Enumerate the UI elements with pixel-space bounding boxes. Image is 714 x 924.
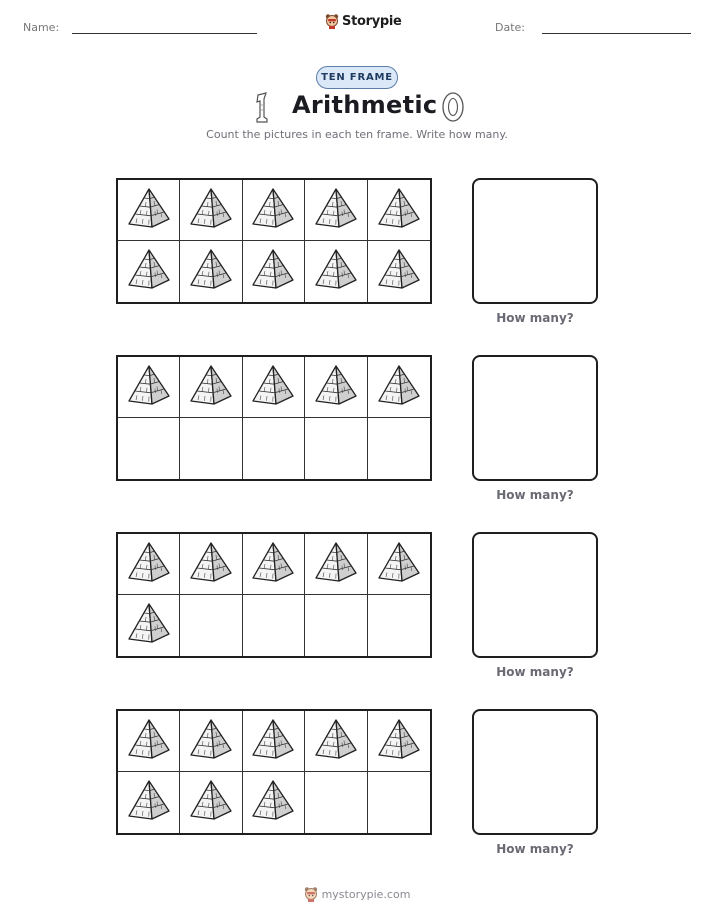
- ten-frame-cell: [118, 711, 180, 772]
- ten-frame-cell: [118, 357, 180, 418]
- answer-box-4[interactable]: [472, 709, 598, 835]
- ten-frame-cell: [368, 534, 430, 595]
- ten-frame-cell: [243, 357, 305, 418]
- ten-frame-cell: [368, 180, 430, 241]
- ten-frame-cell: [180, 534, 242, 595]
- ten-frame-cell: [243, 241, 305, 302]
- pyramid-icon: [126, 778, 172, 827]
- answer-box-2[interactable]: [472, 355, 598, 481]
- number-zero-decoration-icon: [440, 91, 466, 123]
- ten-frame-1: [116, 178, 432, 304]
- ten-frame-cell: [305, 711, 367, 772]
- pyramid-icon: [376, 363, 422, 412]
- ten-frame-cell: [118, 595, 180, 656]
- pyramid-icon: [376, 717, 422, 766]
- ten-frame-cell: [180, 772, 242, 833]
- pyramid-icon: [126, 540, 172, 589]
- ten-frame-3: [116, 532, 432, 658]
- brand-name: Storypie: [342, 13, 402, 29]
- answer-box-1[interactable]: [472, 178, 598, 304]
- pyramid-icon: [126, 363, 172, 412]
- instructions: Count the pictures in each ten frame. Write how many.: [206, 128, 508, 141]
- brand-logo: [325, 13, 402, 29]
- page-title: Arithmetic: [292, 91, 438, 119]
- ten-frame-cell: [180, 418, 242, 479]
- pyramid-icon: [250, 363, 296, 412]
- ten-frame-cell: [243, 180, 305, 241]
- ten-frame-badge: TEN FRAME: [316, 66, 398, 89]
- ten-frame-cell: [243, 595, 305, 656]
- ten-frame-cell: [180, 180, 242, 241]
- ten-frame-cell: [305, 357, 367, 418]
- pyramid-icon: [376, 540, 422, 589]
- ten-frame-cell: [368, 357, 430, 418]
- pyramid-icon: [250, 778, 296, 827]
- pyramid-icon: [313, 247, 359, 296]
- name-line[interactable]: [72, 33, 257, 34]
- how-many-label: How many?: [496, 311, 574, 325]
- pyramid-icon: [126, 247, 172, 296]
- how-many-label: How many?: [496, 842, 574, 856]
- answer-box-3[interactable]: [472, 532, 598, 658]
- how-many-label: How many?: [496, 665, 574, 679]
- pyramid-icon: [313, 540, 359, 589]
- pyramid-icon: [126, 186, 172, 235]
- ten-frame-4: [116, 709, 432, 835]
- pyramid-icon: [250, 247, 296, 296]
- pyramid-icon: [250, 540, 296, 589]
- storypie-mascot-icon: [304, 886, 318, 902]
- pyramid-icon: [188, 247, 234, 296]
- ten-frame-cell: [180, 357, 242, 418]
- ten-frame-cell: [368, 772, 430, 833]
- ten-frame-2: [116, 355, 432, 481]
- footer: [0, 886, 714, 902]
- ten-frame-cell: [305, 534, 367, 595]
- ten-frame-cell: [305, 180, 367, 241]
- date-label: Date:: [495, 21, 525, 34]
- ten-frame-cell: [368, 595, 430, 656]
- ten-frame-cell: [243, 772, 305, 833]
- pyramid-icon: [126, 717, 172, 766]
- ten-frame-cell: [180, 711, 242, 772]
- pyramid-icon: [313, 186, 359, 235]
- name-label: Name:: [23, 21, 60, 34]
- pyramid-icon: [188, 186, 234, 235]
- ten-frame-cell: [180, 595, 242, 656]
- pyramid-icon: [376, 186, 422, 235]
- pyramid-icon: [188, 717, 234, 766]
- pyramid-icon: [313, 363, 359, 412]
- pyramid-icon: [250, 717, 296, 766]
- ten-frame-cell: [118, 418, 180, 479]
- ten-frame-cell: [305, 241, 367, 302]
- pyramid-icon: [188, 540, 234, 589]
- ten-frame-cell: [368, 711, 430, 772]
- ten-frame-cell: [243, 418, 305, 479]
- ten-frame-cell: [118, 241, 180, 302]
- pyramid-icon: [250, 186, 296, 235]
- ten-frame-cell: [118, 772, 180, 833]
- ten-frame-cell: [305, 772, 367, 833]
- pyramid-icon: [313, 717, 359, 766]
- ten-frame-cell: [180, 241, 242, 302]
- storypie-mascot-icon: [325, 13, 339, 29]
- how-many-label: How many?: [496, 488, 574, 502]
- pyramid-icon: [126, 601, 172, 650]
- ten-frame-cell: [368, 418, 430, 479]
- date-line[interactable]: [542, 33, 691, 34]
- ten-frame-cell: [243, 711, 305, 772]
- ten-frame-cell: [368, 241, 430, 302]
- pyramid-icon: [188, 363, 234, 412]
- footer-url: mystorypie.com: [321, 887, 411, 901]
- ten-frame-cell: [305, 418, 367, 479]
- number-one-decoration-icon: [252, 91, 272, 123]
- ten-frame-cell: [118, 180, 180, 241]
- pyramid-icon: [188, 778, 234, 827]
- pyramid-icon: [376, 247, 422, 296]
- ten-frame-cell: [305, 595, 367, 656]
- ten-frame-cell: [243, 534, 305, 595]
- ten-frame-cell: [118, 534, 180, 595]
